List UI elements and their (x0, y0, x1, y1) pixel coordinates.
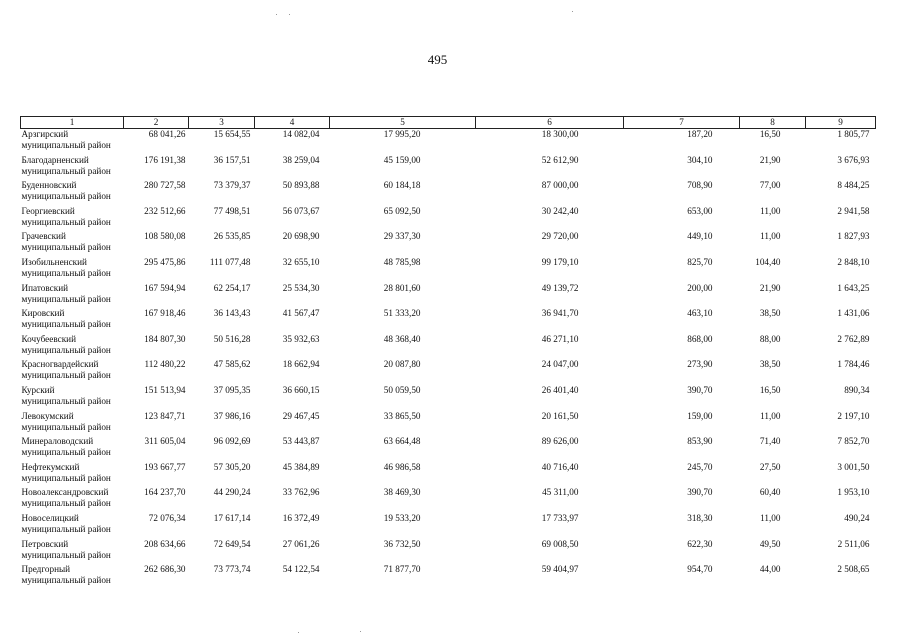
district-name-cell (21, 155, 124, 181)
value-cell-col-3: 36 157,51 (213, 154, 251, 165)
district-name: Новоалександровский (21, 487, 109, 498)
value-cell-col-5: 48 368,40 (383, 333, 421, 344)
value-cell-col-4: 20 698,90 (282, 231, 320, 242)
value-cell-col-9: 3 676,93 (837, 154, 870, 165)
value-cell-col-2: 68 041,26 (148, 129, 186, 139)
value-cell-col-4: 29 467,45 (282, 410, 320, 421)
district-name-cell (21, 231, 124, 257)
value-cell-col-6: 87 000,00 (541, 180, 579, 191)
value-cell-col-5: 33 865,50 (383, 410, 421, 421)
value-cell-col-9: 1 827,93 (837, 231, 870, 242)
column-header-2: 2 (124, 117, 189, 129)
value-cell-col-5: 60 184,18 (383, 180, 421, 191)
value-cell-col-3: 77 498,51 (213, 205, 251, 216)
value-cell-col-6: 46 271,10 (541, 333, 579, 344)
value-cell-col-8: 60,40 (759, 487, 781, 498)
value-cell-col-7: 954,70 (687, 564, 713, 575)
district-name-cell (21, 359, 124, 385)
value-cell-col-4: 18 662,94 (282, 359, 320, 370)
column-header-5: 5 (330, 117, 476, 129)
district-name: Петровский (21, 538, 69, 549)
value-cell-col-7: 868,00 (687, 333, 713, 344)
value-cell-col-2: 108 580,08 (144, 231, 186, 242)
district-name-cell (21, 462, 124, 488)
value-cell-col-5: 45 159,00 (383, 154, 421, 165)
value-cell-col-4: 14 082,04 (282, 129, 320, 139)
value-cell-col-3: 57 305,20 (213, 461, 251, 472)
value-cell-col-3: 47 585,62 (213, 359, 251, 370)
district-name-cell (21, 539, 124, 565)
table-row (21, 513, 876, 539)
value-cell-col-6: 45 311,00 (542, 487, 579, 498)
value-cell-col-7: 245,70 (687, 461, 713, 472)
district-type: муниципальный район (21, 267, 111, 278)
table-row (21, 564, 876, 590)
value-cell-col-9: 2 762,89 (837, 333, 870, 344)
table-row (21, 359, 876, 385)
table-body (21, 129, 876, 590)
value-cell-col-6: 29 720,00 (541, 231, 579, 242)
scan-speck (360, 631, 361, 632)
value-cell-col-5: 48 785,98 (383, 256, 421, 267)
value-cell-col-4: 41 567,47 (282, 308, 320, 319)
table-row (21, 539, 876, 565)
value-cell-col-8: 21,90 (759, 282, 781, 293)
table-row (21, 206, 876, 232)
district-type: муниципальный район (21, 370, 111, 381)
value-cell-col-7: 187,20 (687, 129, 713, 139)
district-type: муниципальный район (21, 498, 111, 509)
value-cell-col-9: 1 953,10 (837, 487, 870, 498)
value-cell-col-4: 54 122,54 (282, 564, 320, 575)
district-name: Благодарненский (21, 154, 89, 165)
district-name-cell (21, 257, 124, 283)
value-cell-col-7: 273,90 (687, 359, 713, 370)
district-name: Грачевский (21, 231, 66, 242)
value-cell-col-4: 33 762,96 (282, 487, 320, 498)
value-cell-col-5: 20 087,80 (383, 359, 421, 370)
district-name-cell (21, 308, 124, 334)
value-cell-col-8: 16,50 (759, 384, 781, 395)
table-row (21, 257, 876, 283)
value-cell-col-2: 112 480,22 (144, 359, 186, 370)
value-cell-col-7: 390,70 (687, 384, 713, 395)
value-cell-col-9: 2 848,10 (837, 256, 870, 267)
value-cell-col-7: 449,10 (687, 231, 713, 242)
value-cell-col-9: 490,24 (844, 512, 870, 523)
value-cell-col-3: 73 773,74 (213, 564, 251, 575)
scan-speck (572, 11, 573, 12)
value-cell-col-8: 11,00 (760, 231, 781, 242)
table-row (21, 308, 876, 334)
column-header-3: 3 (189, 117, 255, 129)
value-cell-col-8: 71,40 (759, 436, 781, 447)
value-cell-col-9: 1 643,25 (837, 282, 870, 293)
district-name: Новоселицкий (21, 512, 79, 523)
value-cell-col-5: 65 092,50 (383, 205, 421, 216)
column-header-7: 7 (624, 117, 740, 129)
column-header-4: 4 (255, 117, 330, 129)
table-row (21, 180, 876, 206)
value-cell-col-8: 21,90 (759, 154, 781, 165)
table-row (21, 462, 876, 488)
district-name-cell (21, 283, 124, 309)
value-cell-col-3: 44 290,24 (213, 487, 251, 498)
table-row (21, 129, 876, 155)
value-cell-col-6: 59 404,97 (541, 564, 579, 575)
table-row (21, 487, 876, 513)
value-cell-col-6: 99 179,10 (541, 256, 579, 267)
district-name-cell (21, 129, 124, 155)
value-cell-col-5: 46 986,58 (383, 461, 421, 472)
value-cell-col-5: 17 995,20 (383, 129, 421, 139)
value-cell-col-4: 16 372,49 (282, 512, 320, 523)
value-cell-col-4: 38 259,04 (282, 154, 320, 165)
district-type: муниципальный район (21, 293, 111, 304)
district-name-cell (21, 564, 124, 590)
value-cell-col-6: 30 242,40 (541, 205, 579, 216)
value-cell-col-8: 38,50 (759, 308, 781, 319)
value-cell-col-7: 825,70 (687, 256, 713, 267)
district-type: муниципальный район (21, 472, 111, 483)
value-cell-col-9: 2 941,58 (837, 205, 870, 216)
value-cell-col-5: 51 333,20 (383, 308, 421, 319)
value-cell-col-3: 17 617,14 (213, 512, 251, 523)
value-cell-col-3: 15 654,55 (213, 129, 251, 139)
value-cell-col-2: 232 512,66 (144, 205, 186, 216)
value-cell-col-3: 36 143,43 (213, 308, 251, 319)
value-cell-col-4: 45 384,89 (282, 461, 320, 472)
district-name: Кочубеевский (21, 333, 76, 344)
scan-speck (276, 14, 277, 15)
value-cell-col-8: 77,00 (759, 180, 781, 191)
value-cell-col-4: 25 534,30 (282, 282, 320, 293)
value-cell-col-6: 89 626,00 (541, 436, 579, 447)
table-row (21, 155, 876, 181)
column-header-6: 6 (476, 117, 624, 129)
district-name: Левокумский (21, 410, 74, 421)
value-cell-col-8: 11,00 (760, 410, 781, 421)
district-name-cell (21, 206, 124, 232)
scan-speck (298, 632, 299, 633)
district-type: муниципальный район (21, 447, 111, 458)
district-type: муниципальный район (21, 395, 111, 406)
value-cell-col-5: 71 877,70 (383, 564, 421, 575)
value-cell-col-9: 1 431,06 (837, 308, 870, 319)
district-name: Ипатовский (21, 282, 69, 293)
value-cell-col-4: 32 655,10 (282, 256, 320, 267)
value-cell-col-8: 11,00 (760, 512, 781, 523)
value-cell-col-6: 52 612,90 (541, 154, 579, 165)
value-cell-col-9: 890,34 (844, 384, 870, 395)
district-name: Изобильненский (21, 256, 87, 267)
value-cell-col-9: 1 784,46 (837, 359, 870, 370)
value-cell-col-9: 8 484,25 (837, 180, 870, 191)
value-cell-col-5: 38 469,30 (383, 487, 421, 498)
table-row (21, 231, 876, 257)
value-cell-col-6: 36 941,70 (541, 308, 579, 319)
district-type: муниципальный район (21, 549, 111, 560)
value-cell-col-3: 26 535,85 (213, 231, 251, 242)
value-cell-col-3: 50 516,28 (213, 333, 251, 344)
value-cell-col-7: 390,70 (687, 487, 713, 498)
value-cell-col-4: 50 893,88 (282, 180, 320, 191)
value-cell-col-7: 653,00 (687, 205, 713, 216)
district-name: Арзгирский (21, 129, 69, 139)
district-type: муниципальный район (21, 242, 111, 253)
value-cell-col-4: 56 073,67 (282, 205, 320, 216)
value-cell-col-2: 295 475,86 (144, 256, 186, 267)
value-cell-col-2: 164 237,70 (144, 487, 186, 498)
value-cell-col-2: 208 634,66 (144, 538, 186, 549)
value-cell-col-8: 38,50 (759, 359, 781, 370)
value-cell-col-7: 622,30 (687, 538, 713, 549)
value-cell-col-5: 50 059,50 (383, 384, 421, 395)
district-name: Курский (21, 384, 55, 395)
value-cell-col-2: 123 847,71 (144, 410, 186, 421)
value-cell-col-6: 49 139,72 (541, 282, 579, 293)
value-cell-col-9: 1 805,77 (837, 129, 870, 139)
budget-table (20, 116, 876, 590)
value-cell-col-7: 463,10 (687, 308, 713, 319)
column-header-9: 9 (806, 117, 876, 129)
value-cell-col-6: 20 161,50 (541, 410, 579, 421)
value-cell-col-4: 53 443,87 (282, 436, 320, 447)
value-cell-col-3: 37 095,35 (213, 384, 251, 395)
district-name-cell (21, 334, 124, 360)
value-cell-col-5: 29 337,30 (383, 231, 421, 242)
value-cell-col-4: 35 932,63 (282, 333, 320, 344)
value-cell-col-8: 104,40 (755, 256, 781, 267)
value-cell-col-8: 11,00 (760, 205, 781, 216)
value-cell-col-2: 151 513,94 (144, 384, 186, 395)
value-cell-col-5: 63 664,48 (383, 436, 421, 447)
value-cell-col-7: 318,30 (687, 512, 713, 523)
value-cell-col-7: 853,90 (687, 436, 713, 447)
scan-speck (289, 14, 290, 15)
value-cell-col-3: 73 379,37 (213, 180, 251, 191)
value-cell-col-6: 26 401,40 (541, 384, 579, 395)
value-cell-col-7: 159,00 (687, 410, 713, 421)
value-cell-col-6: 24 047,00 (541, 359, 579, 370)
district-name: Красногвардейский (21, 359, 99, 370)
district-name: Георгиевский (21, 205, 75, 216)
district-type: муниципальный район (21, 140, 111, 150)
value-cell-col-5: 36 732,50 (383, 538, 421, 549)
value-cell-col-3: 72 649,54 (213, 538, 251, 549)
district-name: Нефтекумский (21, 461, 80, 472)
value-cell-col-2: 184 807,30 (144, 333, 186, 344)
district-name: Предгорный (21, 564, 71, 575)
value-cell-col-9: 7 852,70 (837, 436, 870, 447)
value-cell-col-8: 44,00 (759, 564, 781, 575)
district-name-cell (21, 436, 124, 462)
value-cell-col-9: 3 001,50 (837, 461, 870, 472)
district-type: муниципальный район (21, 421, 111, 432)
value-cell-col-7: 708,90 (687, 180, 713, 191)
district-name-cell (21, 487, 124, 513)
district-name: Буденновский (21, 180, 77, 191)
value-cell-col-9: 2 508,65 (837, 564, 870, 575)
value-cell-col-8: 49,50 (759, 538, 781, 549)
district-type: муниципальный район (21, 191, 111, 202)
district-type: муниципальный район (21, 575, 111, 586)
district-type: муниципальный район (21, 216, 111, 227)
value-cell-col-2: 176 191,38 (144, 154, 186, 165)
table-row (21, 283, 876, 309)
district-type: муниципальный район (21, 523, 111, 534)
value-cell-col-2: 167 918,46 (144, 308, 186, 319)
district-name: Кировский (21, 308, 65, 319)
value-cell-col-3: 62 254,17 (213, 282, 251, 293)
value-cell-col-7: 304,10 (687, 154, 713, 165)
value-cell-col-4: 36 660,15 (282, 384, 320, 395)
page-number: 495 (427, 52, 448, 67)
table-row (21, 334, 876, 360)
value-cell-col-6: 18 300,00 (541, 129, 579, 139)
column-header-8: 8 (740, 117, 806, 129)
table-row (21, 436, 876, 462)
value-cell-col-8: 27,50 (759, 461, 781, 472)
value-cell-col-5: 28 801,60 (383, 282, 421, 293)
column-header-1: 1 (21, 117, 124, 129)
value-cell-col-6: 40 716,40 (541, 461, 579, 472)
value-cell-col-9: 2 511,06 (837, 538, 870, 549)
district-name-cell (21, 411, 124, 437)
value-cell-col-9: 2 197,10 (837, 410, 870, 421)
value-cell-col-8: 16,50 (759, 129, 781, 139)
district-name-cell (21, 180, 124, 206)
value-cell-col-2: 72 076,34 (148, 512, 186, 523)
value-cell-col-7: 200,00 (687, 282, 713, 293)
value-cell-col-6: 17 733,97 (541, 512, 579, 523)
district-type: муниципальный район (21, 165, 111, 176)
value-cell-col-5: 19 533,20 (383, 512, 421, 523)
value-cell-col-3: 111 077,48 (209, 256, 251, 267)
district-name-cell (21, 385, 124, 411)
value-cell-col-2: 193 667,77 (144, 461, 186, 472)
district-type: муниципальный район (21, 319, 111, 330)
table-row (21, 411, 876, 437)
value-cell-col-2: 280 727,58 (144, 180, 186, 191)
value-cell-col-2: 311 605,04 (144, 436, 186, 447)
table-row (21, 385, 876, 411)
district-name-cell (21, 513, 124, 539)
value-cell-col-2: 167 594,94 (144, 282, 186, 293)
district-name: Минераловодский (21, 436, 94, 447)
district-type: муниципальный район (21, 344, 111, 355)
value-cell-col-4: 27 061,26 (282, 538, 320, 549)
value-cell-col-3: 37 986,16 (213, 410, 251, 421)
value-cell-col-6: 69 008,50 (541, 538, 579, 549)
value-cell-col-3: 96 092,69 (213, 436, 251, 447)
value-cell-col-8: 88,00 (759, 333, 781, 344)
value-cell-col-2: 262 686,30 (144, 564, 186, 575)
table-header-row (21, 117, 876, 129)
